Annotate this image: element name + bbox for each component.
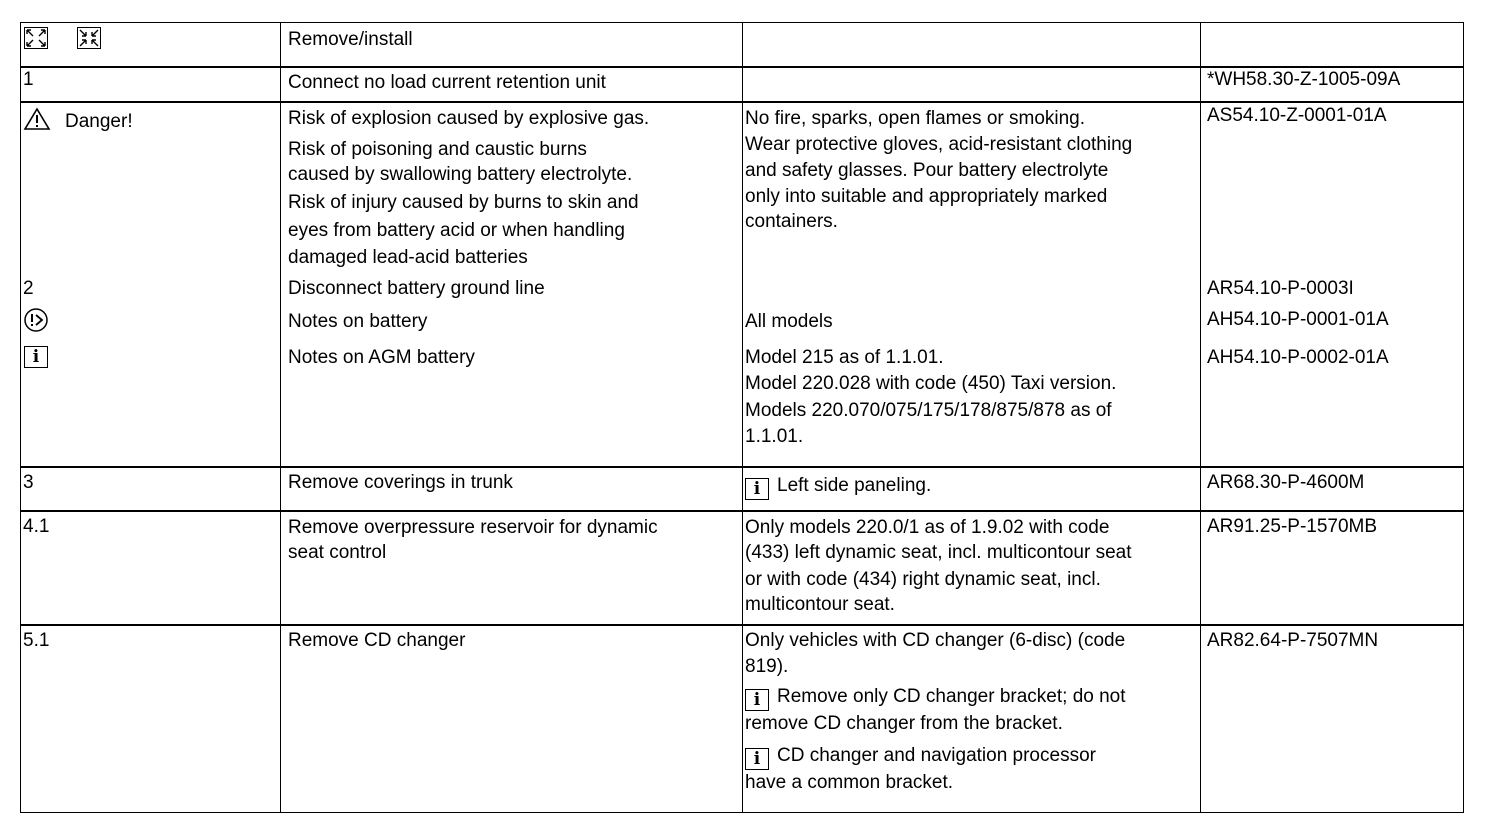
column-divider [742, 23, 743, 812]
task-text: Disconnect battery ground line [288, 278, 545, 299]
notes-text: Wear protective gloves, acid-resistant clothing [745, 134, 1133, 155]
notes-text: multicontour seat. [745, 594, 895, 615]
danger-label: Danger! [65, 111, 133, 132]
notes-text: remove CD changer from the bracket. [745, 713, 1063, 734]
collapse-icon[interactable] [77, 27, 101, 54]
reference-link[interactable]: AR68.30-P-4600M [1207, 472, 1365, 493]
info-icon: i [745, 478, 769, 500]
task-text: damaged lead-acid batteries [288, 247, 528, 268]
note-arrow-icon [23, 307, 49, 338]
task-text: Notes on AGM battery [288, 347, 475, 368]
notes-text: Only vehicles with CD changer (6-disc) (code [745, 630, 1126, 651]
info-icon: i [745, 748, 769, 770]
notes-text: Left side paneling. [777, 475, 932, 496]
notes-text: Models 220.070/075/175/178/875/878 as of [745, 400, 1112, 421]
notes-line [745, 684, 1126, 711]
notes-text: only into suitable and appropriately marked [745, 186, 1108, 207]
notes-text: 1.1.01. [745, 426, 804, 447]
procedure-table [20, 22, 1464, 813]
notes-text: and safety glasses. Pour battery electrolyte [745, 160, 1109, 181]
task-text: Remove CD changer [288, 630, 466, 651]
reference-link[interactable]: *WH58.30-Z-1005-09A [1207, 69, 1401, 90]
task-text: Remove overpressure reservoir for dynamic [288, 517, 658, 538]
reference-link[interactable]: AS54.10-Z-0001-01A [1207, 105, 1387, 126]
reference-link[interactable]: AR82.64-P-7507MN [1207, 630, 1379, 651]
task-text: caused by swallowing battery electrolyte. [288, 164, 633, 185]
info-icon: i [24, 346, 48, 368]
notes-text: (433) left dynamic seat, incl. multicontour seat [745, 542, 1132, 563]
expand-icon[interactable] [24, 27, 48, 54]
warning-triangle-icon [23, 107, 51, 136]
notes-text: containers. [745, 211, 838, 232]
notes-text: 819). [745, 656, 789, 677]
notes-text: have a common bracket. [745, 772, 954, 793]
notes-text: or with code (434) right dynamic seat, incl. [745, 569, 1101, 590]
step-number: 4.1 [23, 516, 50, 537]
reference-link[interactable]: AH54.10-P-0001-01A [1207, 309, 1389, 330]
notes-line [745, 743, 1096, 770]
row-divider [21, 624, 1463, 626]
task-text: Connect no load current retention unit [288, 72, 606, 93]
notes-text: Model 215 as of 1.1.01. [745, 347, 944, 368]
info-icon: i [745, 689, 769, 711]
notes-text: Model 220.028 with code (450) Taxi version. [745, 373, 1117, 394]
task-text: Notes on battery [288, 311, 428, 332]
row-divider [21, 510, 1463, 512]
task-text: Risk of injury caused by burns to skin and [288, 192, 639, 213]
reference-link[interactable]: AR91.25-P-1570MB [1207, 516, 1378, 537]
column-divider [1200, 23, 1201, 812]
notes-text: Only models 220.0/1 as of 1.9.02 with code [745, 517, 1110, 538]
notes-text: No fire, sparks, open flames or smoking. [745, 108, 1086, 129]
reference-link[interactable]: AH54.10-P-0002-01A [1207, 347, 1389, 368]
task-text: Risk of explosion caused by explosive gas. [288, 108, 650, 129]
step-number: 3 [23, 472, 34, 493]
page-title: Remove/install [288, 29, 413, 50]
notes-text: CD changer and navigation processor [777, 745, 1096, 766]
step-number: 5.1 [23, 630, 50, 651]
column-divider [280, 23, 281, 812]
step-number: 1 [23, 69, 34, 90]
task-text: Remove coverings in trunk [288, 472, 513, 493]
task-text: eyes from battery acid or when handling [288, 220, 625, 241]
task-text: Risk of poisoning and caustic burns [288, 139, 587, 160]
notes-text: Remove only CD changer bracket; do not [777, 686, 1126, 707]
notes-text: All models [745, 311, 833, 332]
row-divider [21, 466, 1463, 468]
task-text: seat control [288, 542, 387, 563]
step-number: 2 [23, 278, 34, 299]
notes-line [745, 473, 931, 500]
reference-link[interactable]: AR54.10-P-0003I [1207, 278, 1354, 299]
